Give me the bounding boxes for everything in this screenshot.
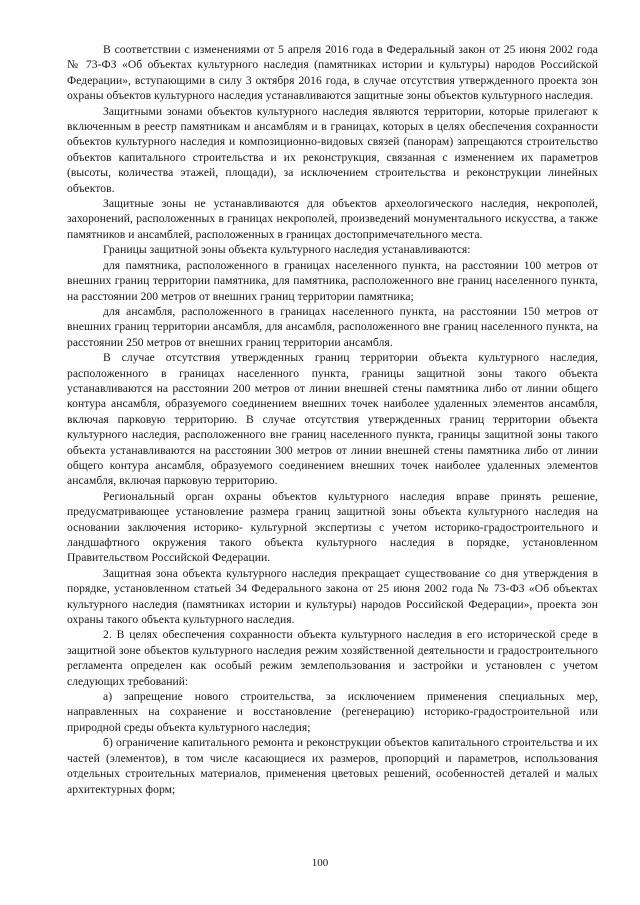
paragraph-monument-distance: для памятника, расположенного в границах населенного пункта, на расстоянии 100 метров от внешних границ территории памятника, для памятника, расположенного вне границ населенного пункта, на расстоянии 200 метров от внешних границ территории памятника; [67, 258, 598, 303]
paragraph-zone-termination: Защитная зона объекта культурного наследия прекращает существование со дня утверждения в порядке, установленном статьей 34 Федерального закона от 25 июня 2002 года № 73-ФЗ «Об объектах культурного наследия (памятниках истории и культуры) народов Российской Федерации», проекта зон охраны такого объекта культурного наследия. [67, 566, 598, 627]
paragraph-intro: В соответствии с изменениями от 5 апреля 2016 года в Федеральный закон от 25 июня 2002 года № 73-ФЗ «Об объектах культурного наследия (памятниках истории и культуры) народов Российской Федерации», вступающими в силу 3 октября 2016 года, в случае отсутствия утвержденного проекта зон охраны объектов культурного наследия устанавливаются защитные зоны объектов культурного наследия. [67, 43, 598, 103]
paragraph-regional-authority: Региональный орган охраны объектов культурного наследия вправе принять решение, предусматривающее установление размера границ защитной зоны объекта культурного наследия на основании заключения историко- культурной экспертизы с учетом историко-градостроительного и ландшафтного окружения такого объекта культурного наследия в порядке, установленном Правительством Российской Федерации. [67, 489, 598, 565]
paragraph-protective-zones-definition: Защитными зонами объектов культурного наследия являются территории, которые прилегают к включенным в реестр памятникам и ансамблям и в границах, которых в целях обеспечения сохранности объектов культурного наследия и композиционно-видовых связей (панорам) запрещаются строительство объектов капитального строительства и их реконструкция, связанная с изменением их параметров (высоты, количества этажей, площади), за исключением строительства и реконструкции линейных объектов. [67, 104, 598, 195]
paragraph-section-2: 2. В целях обеспечения сохранности объекта культурного наследия в его исторической среде в защитной зоне объектов культурного наследия режим хозяйственной деятельности и градостроительного регламента определен как особый режим землепользования и застройки и установлен с учетом следующих требований: [67, 628, 598, 688]
document-body [67, 42, 598, 797]
paragraph-no-approved-boundaries: В случае отсутствия утвержденных границ территории объекта культурного наследия, расположенного в границах населенного пункта, границы защитной зоны такого объекта устанавливаются на расстоянии 200 метров от линии внешней стены памятника либо от линии общего контура ансамбля, образуемого соединением внешних точек наиболее удаленных элементов ансамбля, включая парковую территорию. В случае отсутствия утвержденных границ территории объекта культурного наследия, расположенного вне границ населенного пункта, границы защитной зоны такого объекта устанавливаются на расстоянии 300 метров от линии внешней стены памятника либо от линии общего контура ансамбля, образуемого соединением внешних точек наиболее удаленных элементов ансамбля, включая парковую территорию. [67, 351, 598, 488]
page-number: 100 [311, 857, 329, 869]
paragraph-ensemble-distance: для ансамбля, расположенного в границах населенного пункта, на расстоянии 150 метров от внешних границ территории ансамбля, для ансамбля, расположенного вне границ населенного пункта, на расстоянии 250 метров от внешних границ территории ансамбля. [67, 304, 598, 349]
list-item-b: б) ограничение капитального ремонта и реконструкции объектов капитального строительства и их частей (элементов), в том числе касающиеся их размеров, пропорций и параметров, использования отдельных строительных материалов, применения цветовых решений, особенностей деталей и малых архитектурных форм; [67, 736, 598, 796]
paragraph-exclusions: Защитные зоны не устанавливаются для объектов археологического наследия, некрополей, захоронений, расположенных в границах некрополей, произведений монументального искусства, а также памятников и ансамблей, расположенных в границах достопримечательного места. [67, 197, 598, 241]
list-item-a: а) запрещение нового строительства, за исключением применения специальных мер, направленных на сохранение и восстановление (регенерацию) историко-градостроительной или природной среды объекта культурного наследия; [67, 690, 598, 734]
paragraph-zone-boundaries-heading: Границы защитной зоны объекта культурного наследия устанавливаются: [103, 243, 471, 257]
